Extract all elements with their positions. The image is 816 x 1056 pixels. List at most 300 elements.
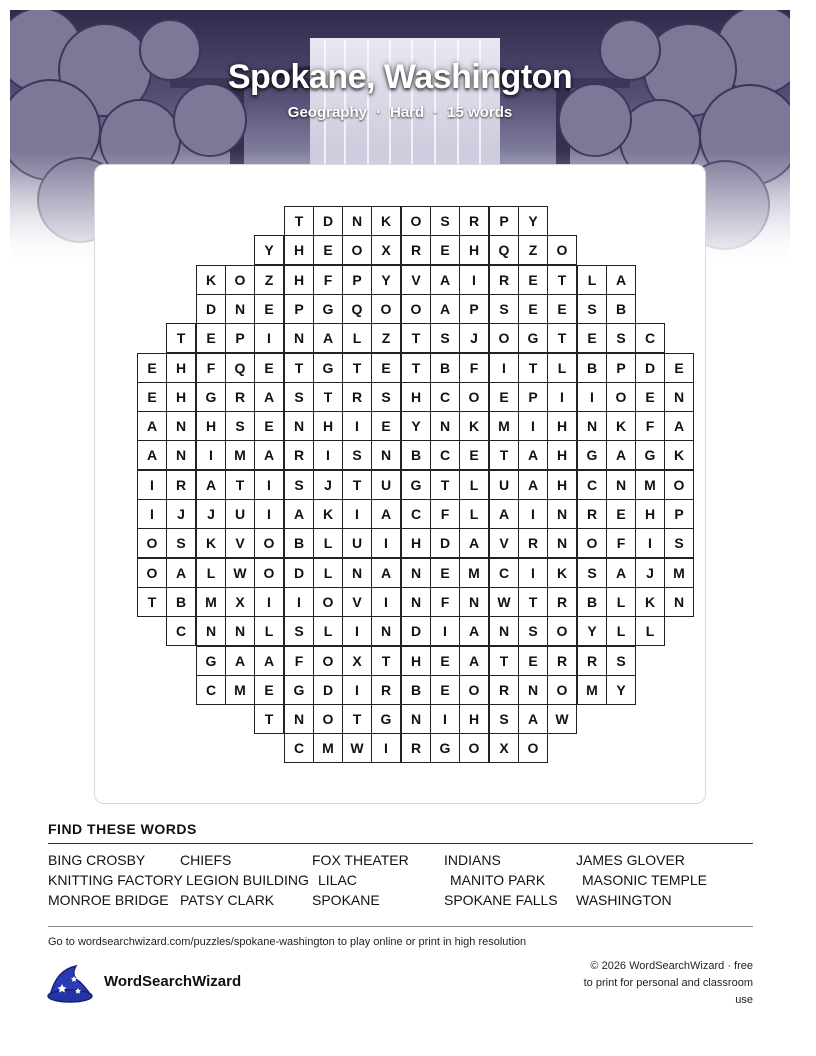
grid-cell[interactable]: S xyxy=(225,411,255,441)
grid-cell[interactable]: Y xyxy=(371,265,401,295)
grid-cell[interactable]: J xyxy=(166,499,196,529)
grid-cell[interactable]: I xyxy=(577,382,607,412)
grid-cell[interactable]: Y xyxy=(518,206,548,236)
grid-cell[interactable]: A xyxy=(196,470,226,500)
grid-cell[interactable]: G xyxy=(371,704,401,734)
grid-cell[interactable]: A xyxy=(430,265,460,295)
grid-cell[interactable]: T xyxy=(137,587,167,617)
grid-cell[interactable]: N xyxy=(489,616,519,646)
grid-cell[interactable]: L xyxy=(459,499,489,529)
grid-cell[interactable]: I xyxy=(489,353,519,383)
grid-cell[interactable]: B xyxy=(166,587,196,617)
grid-cell[interactable]: A xyxy=(254,382,284,412)
grid-cell[interactable]: N xyxy=(225,616,255,646)
grid-cell[interactable]: N xyxy=(225,294,255,324)
grid-cell[interactable]: L xyxy=(547,353,577,383)
grid-cell[interactable]: D xyxy=(284,558,314,588)
grid-cell[interactable]: X xyxy=(225,587,255,617)
grid-cell[interactable]: S xyxy=(430,206,460,236)
grid-cell[interactable]: N xyxy=(606,470,636,500)
grid-cell[interactable]: I xyxy=(342,411,372,441)
grid-cell[interactable]: N xyxy=(664,587,694,617)
grid-cell[interactable]: L xyxy=(313,558,343,588)
grid-cell[interactable]: I xyxy=(371,528,401,558)
grid-cell[interactable]: Q xyxy=(489,235,519,265)
grid-cell[interactable]: A xyxy=(459,528,489,558)
grid-cell[interactable]: P xyxy=(518,382,548,412)
grid-cell[interactable]: I xyxy=(518,499,548,529)
grid-cell[interactable]: S xyxy=(430,323,460,353)
grid-cell[interactable]: N xyxy=(284,323,314,353)
grid-cell[interactable]: O xyxy=(137,528,167,558)
grid-cell[interactable]: O xyxy=(313,646,343,676)
grid-cell[interactable]: H xyxy=(401,528,431,558)
grid-cell[interactable]: O xyxy=(459,675,489,705)
grid-cell[interactable]: N xyxy=(371,440,401,470)
grid-cell[interactable]: B xyxy=(577,587,607,617)
grid-cell[interactable]: P xyxy=(606,353,636,383)
grid-cell[interactable]: H xyxy=(401,646,431,676)
grid-cell[interactable]: R xyxy=(342,382,372,412)
grid-cell[interactable]: C xyxy=(284,733,314,763)
grid-cell[interactable]: O xyxy=(547,235,577,265)
grid-cell[interactable]: N xyxy=(401,558,431,588)
grid-cell[interactable]: P xyxy=(225,323,255,353)
grid-cell[interactable]: H xyxy=(459,235,489,265)
grid-cell[interactable]: A xyxy=(371,499,401,529)
grid-cell[interactable]: D xyxy=(313,206,343,236)
grid-cell[interactable]: Y xyxy=(577,616,607,646)
grid-cell[interactable]: I xyxy=(313,440,343,470)
grid-cell[interactable]: N xyxy=(284,411,314,441)
grid-cell[interactable]: E xyxy=(547,294,577,324)
grid-cell[interactable]: U xyxy=(342,528,372,558)
grid-cell[interactable]: M xyxy=(196,587,226,617)
grid-cell[interactable]: F xyxy=(430,499,460,529)
grid-cell[interactable]: L xyxy=(606,587,636,617)
grid-cell[interactable]: E xyxy=(577,323,607,353)
grid-cell[interactable]: H xyxy=(635,499,665,529)
grid-cell[interactable]: B xyxy=(430,353,460,383)
grid-cell[interactable]: O xyxy=(518,733,548,763)
grid-cell[interactable]: R xyxy=(577,646,607,676)
grid-cell[interactable]: B xyxy=(606,294,636,324)
grid-cell[interactable]: A xyxy=(137,440,167,470)
grid-cell[interactable]: U xyxy=(489,470,519,500)
grid-cell[interactable]: C xyxy=(401,499,431,529)
grid-cell[interactable]: S xyxy=(518,616,548,646)
grid-cell[interactable]: R xyxy=(577,499,607,529)
grid-cell[interactable]: A xyxy=(489,499,519,529)
grid-cell[interactable]: N xyxy=(401,587,431,617)
grid-cell[interactable]: E xyxy=(371,411,401,441)
grid-cell[interactable]: H xyxy=(166,353,196,383)
grid-cell[interactable]: O xyxy=(401,206,431,236)
grid-cell[interactable]: P xyxy=(459,294,489,324)
grid-cell[interactable]: M xyxy=(489,411,519,441)
grid-cell[interactable]: Y xyxy=(254,235,284,265)
grid-cell[interactable]: N xyxy=(342,558,372,588)
grid-cell[interactable]: E xyxy=(137,353,167,383)
grid-cell[interactable]: K xyxy=(313,499,343,529)
grid-cell[interactable]: H xyxy=(547,440,577,470)
grid-cell[interactable]: R xyxy=(225,382,255,412)
grid-cell[interactable]: O xyxy=(313,704,343,734)
grid-cell[interactable]: K xyxy=(664,440,694,470)
grid-cell[interactable]: N xyxy=(430,411,460,441)
grid-cell[interactable]: I xyxy=(635,528,665,558)
grid-cell[interactable]: O xyxy=(342,235,372,265)
grid-cell[interactable]: X xyxy=(371,235,401,265)
grid-cell[interactable]: E xyxy=(459,440,489,470)
grid-cell[interactable]: G xyxy=(518,323,548,353)
grid-cell[interactable]: L xyxy=(635,616,665,646)
grid-cell[interactable]: A xyxy=(606,440,636,470)
grid-cell[interactable]: O xyxy=(547,616,577,646)
grid-cell[interactable]: E xyxy=(254,294,284,324)
grid-cell[interactable]: S xyxy=(664,528,694,558)
grid-cell[interactable]: R xyxy=(401,733,431,763)
grid-cell[interactable]: E xyxy=(606,499,636,529)
grid-cell[interactable]: T xyxy=(547,265,577,295)
grid-cell[interactable]: E xyxy=(254,675,284,705)
grid-cell[interactable]: H xyxy=(166,382,196,412)
grid-cell[interactable]: D xyxy=(430,528,460,558)
grid-cell[interactable]: K xyxy=(547,558,577,588)
grid-cell[interactable]: G xyxy=(401,470,431,500)
grid-cell[interactable]: M xyxy=(635,470,665,500)
grid-cell[interactable]: K xyxy=(459,411,489,441)
grid-cell[interactable]: A xyxy=(371,558,401,588)
grid-cell[interactable]: D xyxy=(635,353,665,383)
grid-cell[interactable]: A xyxy=(664,411,694,441)
grid-cell[interactable]: F xyxy=(635,411,665,441)
grid-cell[interactable]: P xyxy=(664,499,694,529)
grid-cell[interactable]: A xyxy=(606,265,636,295)
grid-cell[interactable]: C xyxy=(635,323,665,353)
grid-cell[interactable]: A xyxy=(137,411,167,441)
grid-cell[interactable]: S xyxy=(577,294,607,324)
grid-cell[interactable]: S xyxy=(606,323,636,353)
grid-cell[interactable]: I xyxy=(137,499,167,529)
grid-cell[interactable]: Z xyxy=(518,235,548,265)
grid-cell[interactable]: T xyxy=(489,646,519,676)
grid-cell[interactable]: E xyxy=(254,353,284,383)
grid-cell[interactable]: T xyxy=(342,353,372,383)
grid-cell[interactable]: M xyxy=(313,733,343,763)
grid-cell[interactable]: G xyxy=(196,382,226,412)
grid-cell[interactable]: T xyxy=(430,470,460,500)
grid-cell[interactable]: F xyxy=(196,353,226,383)
grid-cell[interactable]: O xyxy=(489,323,519,353)
grid-cell[interactable]: A xyxy=(254,440,284,470)
grid-cell[interactable]: K xyxy=(635,587,665,617)
grid-cell[interactable]: R xyxy=(547,646,577,676)
grid-cell[interactable]: B xyxy=(401,440,431,470)
grid-cell[interactable]: E xyxy=(489,382,519,412)
grid-cell[interactable]: A xyxy=(518,704,548,734)
grid-cell[interactable]: I xyxy=(254,470,284,500)
grid-cell[interactable]: N xyxy=(401,704,431,734)
grid-cell[interactable]: M xyxy=(225,440,255,470)
grid-cell[interactable]: I xyxy=(254,587,284,617)
grid-cell[interactable]: I xyxy=(196,440,226,470)
grid-cell[interactable]: E xyxy=(635,382,665,412)
grid-cell[interactable]: E xyxy=(430,646,460,676)
grid-cell[interactable]: I xyxy=(547,382,577,412)
grid-cell[interactable]: F xyxy=(284,646,314,676)
grid-cell[interactable]: E xyxy=(518,646,548,676)
grid-cell[interactable]: T xyxy=(518,353,548,383)
grid-cell[interactable]: R xyxy=(371,675,401,705)
grid-cell[interactable]: T xyxy=(284,206,314,236)
grid-cell[interactable]: A xyxy=(459,646,489,676)
grid-cell[interactable]: Q xyxy=(342,294,372,324)
grid-cell[interactable]: G xyxy=(635,440,665,470)
grid-cell[interactable]: T xyxy=(284,353,314,383)
grid-cell[interactable]: R xyxy=(518,528,548,558)
grid-cell[interactable]: M xyxy=(225,675,255,705)
grid-cell[interactable]: D xyxy=(196,294,226,324)
grid-cell[interactable]: C xyxy=(196,675,226,705)
grid-cell[interactable]: M xyxy=(459,558,489,588)
grid-cell[interactable]: I xyxy=(342,616,372,646)
grid-cell[interactable]: T xyxy=(342,470,372,500)
grid-cell[interactable]: A xyxy=(225,646,255,676)
grid-cell[interactable]: H xyxy=(401,382,431,412)
grid-cell[interactable]: H xyxy=(547,470,577,500)
grid-cell[interactable]: A xyxy=(284,499,314,529)
grid-cell[interactable]: O xyxy=(547,675,577,705)
grid-cell[interactable]: H xyxy=(196,411,226,441)
grid-cell[interactable]: G xyxy=(313,294,343,324)
grid-cell[interactable]: O xyxy=(137,558,167,588)
grid-cell[interactable]: I xyxy=(430,616,460,646)
grid-cell[interactable]: T xyxy=(489,440,519,470)
grid-cell[interactable]: E xyxy=(518,265,548,295)
grid-cell[interactable]: M xyxy=(664,558,694,588)
grid-cell[interactable]: V xyxy=(342,587,372,617)
grid-cell[interactable]: C xyxy=(430,382,460,412)
grid-cell[interactable]: T xyxy=(166,323,196,353)
grid-cell[interactable]: E xyxy=(254,411,284,441)
grid-cell[interactable]: X xyxy=(342,646,372,676)
grid-cell[interactable]: T xyxy=(547,323,577,353)
grid-cell[interactable]: P xyxy=(284,294,314,324)
grid-cell[interactable]: R xyxy=(489,675,519,705)
grid-cell[interactable]: O xyxy=(401,294,431,324)
grid-cell[interactable]: I xyxy=(371,587,401,617)
grid-cell[interactable]: O xyxy=(371,294,401,324)
grid-cell[interactable]: C xyxy=(577,470,607,500)
grid-cell[interactable]: O xyxy=(606,382,636,412)
grid-cell[interactable]: O xyxy=(664,470,694,500)
grid-cell[interactable]: J xyxy=(196,499,226,529)
grid-cell[interactable]: Y xyxy=(606,675,636,705)
grid-cell[interactable]: H xyxy=(284,235,314,265)
grid-cell[interactable]: C xyxy=(166,616,196,646)
grid-cell[interactable]: K xyxy=(196,528,226,558)
grid-cell[interactable]: V xyxy=(225,528,255,558)
grid-cell[interactable]: R xyxy=(489,265,519,295)
grid-cell[interactable]: S xyxy=(577,558,607,588)
grid-cell[interactable]: I xyxy=(371,733,401,763)
grid-cell[interactable]: T xyxy=(254,704,284,734)
grid-cell[interactable]: L xyxy=(313,616,343,646)
grid-cell[interactable]: W xyxy=(342,733,372,763)
grid-cell[interactable]: T xyxy=(371,646,401,676)
grid-cell[interactable]: R xyxy=(547,587,577,617)
grid-cell[interactable]: Z xyxy=(371,323,401,353)
grid-cell[interactable]: L xyxy=(577,265,607,295)
grid-cell[interactable]: E xyxy=(664,353,694,383)
grid-cell[interactable]: N xyxy=(577,411,607,441)
grid-cell[interactable]: R xyxy=(166,470,196,500)
grid-cell[interactable]: N xyxy=(166,411,196,441)
grid-cell[interactable]: T xyxy=(342,704,372,734)
grid-cell[interactable]: S xyxy=(284,616,314,646)
grid-cell[interactable]: J xyxy=(313,470,343,500)
grid-cell[interactable]: C xyxy=(489,558,519,588)
grid-cell[interactable]: A xyxy=(254,646,284,676)
grid-cell[interactable]: Q xyxy=(225,353,255,383)
grid-cell[interactable]: O xyxy=(254,558,284,588)
grid-cell[interactable]: A xyxy=(459,616,489,646)
grid-cell[interactable]: E xyxy=(430,235,460,265)
grid-cell[interactable]: F xyxy=(430,587,460,617)
grid-cell[interactable]: D xyxy=(401,616,431,646)
grid-cell[interactable]: A xyxy=(518,440,548,470)
grid-cell[interactable]: T xyxy=(401,323,431,353)
grid-cell[interactable]: T xyxy=(518,587,548,617)
grid-cell[interactable]: A xyxy=(518,470,548,500)
grid-cell[interactable]: L xyxy=(606,616,636,646)
grid-cell[interactable]: I xyxy=(137,470,167,500)
grid-cell[interactable]: O xyxy=(313,587,343,617)
grid-cell[interactable]: J xyxy=(459,323,489,353)
grid-cell[interactable]: E xyxy=(371,353,401,383)
grid-cell[interactable]: I xyxy=(342,675,372,705)
grid-cell[interactable]: S xyxy=(606,646,636,676)
grid-cell[interactable]: K xyxy=(606,411,636,441)
grid-cell[interactable]: F xyxy=(459,353,489,383)
grid-cell[interactable]: B xyxy=(401,675,431,705)
grid-cell[interactable]: N xyxy=(371,616,401,646)
grid-cell[interactable]: T xyxy=(225,470,255,500)
grid-cell[interactable]: U xyxy=(225,499,255,529)
grid-cell[interactable]: G xyxy=(313,353,343,383)
grid-cell[interactable]: F xyxy=(313,265,343,295)
grid-cell[interactable]: E xyxy=(313,235,343,265)
grid-cell[interactable]: O xyxy=(225,265,255,295)
grid-cell[interactable]: V xyxy=(401,265,431,295)
grid-cell[interactable]: M xyxy=(577,675,607,705)
grid-cell[interactable]: G xyxy=(284,675,314,705)
grid-cell[interactable]: A xyxy=(313,323,343,353)
grid-cell[interactable]: O xyxy=(459,382,489,412)
grid-cell[interactable]: F xyxy=(606,528,636,558)
grid-cell[interactable]: Y xyxy=(401,411,431,441)
grid-cell[interactable]: L xyxy=(313,528,343,558)
grid-cell[interactable]: B xyxy=(284,528,314,558)
grid-cell[interactable]: S xyxy=(371,382,401,412)
grid-cell[interactable]: R xyxy=(284,440,314,470)
grid-cell[interactable]: L xyxy=(254,616,284,646)
grid-cell[interactable]: E xyxy=(196,323,226,353)
grid-cell[interactable]: S xyxy=(342,440,372,470)
grid-cell[interactable]: N xyxy=(547,499,577,529)
grid-cell[interactable]: R xyxy=(459,206,489,236)
grid-cell[interactable]: K xyxy=(371,206,401,236)
grid-cell[interactable]: G xyxy=(196,646,226,676)
grid-cell[interactable]: N xyxy=(342,206,372,236)
grid-cell[interactable]: O xyxy=(459,733,489,763)
grid-cell[interactable]: N xyxy=(166,440,196,470)
grid-cell[interactable]: E xyxy=(137,382,167,412)
grid-cell[interactable]: P xyxy=(342,265,372,295)
grid-cell[interactable]: U xyxy=(371,470,401,500)
grid-cell[interactable]: N xyxy=(284,704,314,734)
grid-cell[interactable]: N xyxy=(664,382,694,412)
grid-cell[interactable]: Z xyxy=(254,265,284,295)
grid-cell[interactable]: O xyxy=(577,528,607,558)
grid-cell[interactable]: S xyxy=(284,382,314,412)
grid-cell[interactable]: E xyxy=(430,675,460,705)
grid-cell[interactable]: G xyxy=(577,440,607,470)
grid-cell[interactable]: N xyxy=(547,528,577,558)
grid-cell[interactable]: L xyxy=(459,470,489,500)
grid-cell[interactable]: H xyxy=(313,411,343,441)
grid-cell[interactable]: H xyxy=(284,265,314,295)
grid-cell[interactable]: K xyxy=(196,265,226,295)
grid-cell[interactable]: W xyxy=(489,587,519,617)
grid-cell[interactable]: B xyxy=(577,353,607,383)
grid-cell[interactable]: N xyxy=(518,675,548,705)
grid-cell[interactable]: S xyxy=(284,470,314,500)
grid-cell[interactable]: I xyxy=(459,265,489,295)
grid-cell[interactable]: X xyxy=(489,733,519,763)
grid-cell[interactable]: G xyxy=(430,733,460,763)
grid-cell[interactable]: E xyxy=(518,294,548,324)
grid-cell[interactable]: I xyxy=(254,499,284,529)
grid-cell[interactable]: H xyxy=(547,411,577,441)
grid-cell[interactable]: I xyxy=(518,558,548,588)
grid-cell[interactable]: R xyxy=(401,235,431,265)
grid-cell[interactable]: A xyxy=(430,294,460,324)
grid-cell[interactable]: N xyxy=(196,616,226,646)
grid-cell[interactable]: E xyxy=(430,558,460,588)
grid-cell[interactable]: L xyxy=(196,558,226,588)
grid-cell[interactable]: H xyxy=(459,704,489,734)
grid-cell[interactable]: P xyxy=(489,206,519,236)
grid-cell[interactable]: N xyxy=(459,587,489,617)
grid-cell[interactable]: I xyxy=(518,411,548,441)
grid-cell[interactable]: J xyxy=(635,558,665,588)
grid-cell[interactable]: I xyxy=(284,587,314,617)
grid-cell[interactable]: W xyxy=(547,704,577,734)
grid-cell[interactable]: T xyxy=(401,353,431,383)
grid-cell[interactable]: A xyxy=(166,558,196,588)
grid-cell[interactable]: W xyxy=(225,558,255,588)
grid-cell[interactable]: A xyxy=(606,558,636,588)
grid-cell[interactable]: I xyxy=(342,499,372,529)
grid-cell[interactable]: S xyxy=(489,294,519,324)
grid-cell[interactable]: V xyxy=(489,528,519,558)
grid-cell[interactable]: L xyxy=(342,323,372,353)
grid-cell[interactable]: I xyxy=(430,704,460,734)
grid-cell[interactable]: S xyxy=(489,704,519,734)
grid-cell[interactable]: S xyxy=(166,528,196,558)
